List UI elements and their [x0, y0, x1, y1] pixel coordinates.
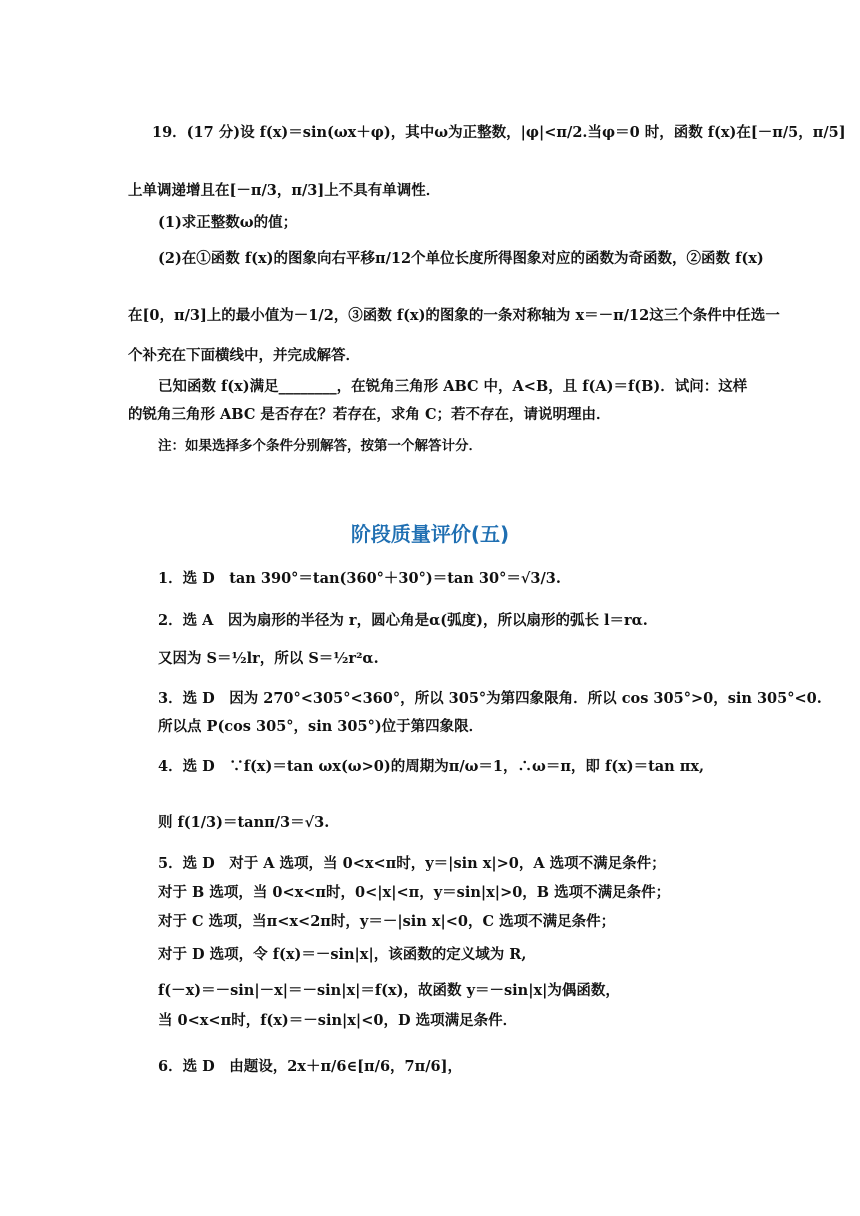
problem-19-question-2c: 个补充在下面横线中，并完成解答． — [128, 347, 360, 364]
answer-1: 1．选 D tan 390°＝tan(360°＋30°)＝tan 30°＝√3/3. — [158, 570, 561, 587]
problem-19-question-1: (1)求正整数ω的值； — [158, 214, 298, 231]
problem-19-line-1: 19．(17 分)设 f(x)＝sin(ωx＋φ)，其中ω为正整数，|φ|<π/2.当φ＝0 时，函数 f(x)在[－π/5，π/5] — [152, 124, 846, 141]
answer-5b: 对于 B 选项，当 0<x<π时，0<|x|<π，y＝sin|x|>0，B 选项不满足条件； — [158, 884, 671, 901]
problem-19-line-2: 上单调递增且在[－π/3，π/3]上不具有单调性． — [128, 182, 441, 199]
answer-5e: f(－x)＝－sin|－x|＝－sin|x|＝f(x)，故函数 y＝－sin|x|为偶函数， — [158, 982, 620, 999]
problem-19-question-3a: 已知函数 f(x)满足________，在锐角三角形 ABC 中，A<B，且 f(A)＝f(B)．试问：这样 — [158, 378, 748, 395]
problem-19-note: 注：如果选择多个条件分别解答，按第一个解答计分． — [158, 438, 482, 454]
answer-5d: 对于 D 选项，令 f(x)＝－sin|x|，该函数的定义域为 R, — [158, 946, 527, 963]
problem-19-question-2a: (2)在①函数 f(x)的图象向右平移π/12个单位长度所得图象对应的函数为奇函数，②函数 f(x) — [158, 250, 764, 267]
answer-4a: 4．选 D ∵f(x)＝tan ωx(ω>0)的周期为π/ω＝1，∴ω＝π，即 f(x)＝tan πx, — [158, 758, 705, 775]
answer-5a: 5．选 D 对于 A 选项，当 0<x<π时，y＝|sin x|>0，A 选项不满足条件； — [158, 855, 666, 872]
answer-6: 6．选 D 由题设，2x＋π/6∈[π/6，7π/6]， — [158, 1058, 462, 1075]
section-title: 阶段质量评价(五) — [350, 522, 510, 546]
problem-19-question-3b: 的锐角三角形 ABC 是否存在？若存在，求角 C；若不存在，请说明理由． — [128, 406, 611, 423]
answer-4b: 则 f(1/3)＝tanπ/3＝√3. — [158, 814, 330, 831]
answer-3b: 所以点 P(cos 305°，sin 305°)位于第四象限． — [158, 718, 484, 735]
answer-2b: 又因为 S＝½lr，所以 S＝½r²α. — [158, 650, 379, 667]
answer-5c: 对于 C 选项，当π<x<2π时，y＝－|sin x|<0，C 选项不满足条件； — [158, 913, 616, 930]
problem-19-question-2b: 在[0，π/3]上的最小值为－1/2，③函数 f(x)的图象的一条对称轴为 x＝－π/12这三个条件中任选一 — [128, 307, 780, 324]
answer-3a: 3．选 D 因为 270°<305°<360°，所以 305°为第四象限角．所以 cos 305°>0，sin 305°<0. — [158, 690, 822, 707]
answer-2a: 2．选 A 因为扇形的半径为 r，圆心角是α(弧度)，所以扇形的弧长 l＝rα. — [158, 612, 648, 629]
answer-5f: 当 0<x<π时，f(x)＝－sin|x|<0，D 选项满足条件． — [158, 1012, 518, 1029]
